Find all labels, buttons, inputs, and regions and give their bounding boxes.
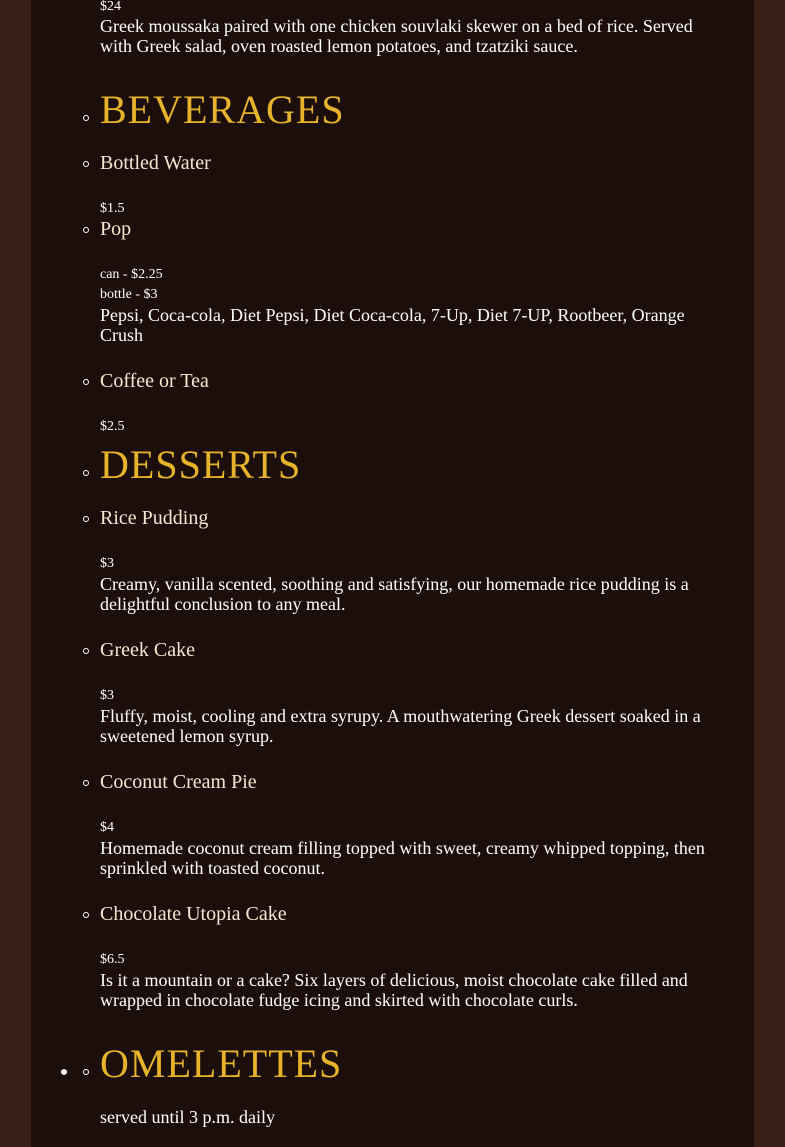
- menu-item-name: Chocolate Utopia Cake: [100, 903, 287, 925]
- category-note: served until 3 p.m. daily: [100, 1107, 275, 1127]
- list-bullet: [83, 648, 89, 654]
- list-bullet: [83, 115, 89, 121]
- menu-item-price: $6.5: [100, 952, 125, 967]
- menu-item-name: Pop: [100, 218, 132, 240]
- list-bullet: [83, 470, 89, 476]
- list-bullet: [83, 1069, 89, 1075]
- category-heading-omelettes: OMELETTES: [100, 1041, 343, 1086]
- menu-item-price: $3: [100, 688, 114, 703]
- menu-item-name: Coffee or Tea: [100, 370, 209, 392]
- category-heading-desserts: DESSERTS: [100, 442, 302, 487]
- menu-item-description: Homemade coconut cream filling topped with sweet, creamy whipped topping, then sprinkled with toasted coconut.: [100, 838, 705, 878]
- menu-item-price-can: can - $2.25: [100, 267, 163, 282]
- menu-item-price: $4: [100, 820, 114, 835]
- menu-item-description: Creamy, vanilla scented, soothing and satisfying, our homemade rice pudding is a delightful conclusion to any meal.: [100, 574, 689, 614]
- list-bullet: [83, 227, 89, 233]
- menu-item-name: Greek Cake: [100, 639, 195, 661]
- menu-item-price: $3: [100, 556, 114, 571]
- list-bullet-disc: [61, 1069, 67, 1075]
- list-bullet: [83, 912, 89, 918]
- menu-item-name: Rice Pudding: [100, 507, 209, 529]
- list-bullet: [83, 379, 89, 385]
- menu-item-description: Is it a mountain or a cake? Six layers of delicious, moist chocolate cake filled and wrapped in chocolate fudge icing and skirted with chocolate curls.: [100, 970, 688, 1010]
- prev-item-description: Greek moussaka paired with one chicken souvlaki skewer on a bed of rice. Served with Greek salad, oven roasted lemon potatoes, and tzatziki sauce.: [100, 16, 693, 56]
- menu-item-price: $1.5: [100, 201, 125, 216]
- list-bullet: [83, 780, 89, 786]
- menu-item-description: Fluffy, moist, cooling and extra syrupy. A mouthwatering Greek dessert soaked in a sweetened lemon syrup.: [100, 706, 701, 746]
- menu-item-name: Coconut Cream Pie: [100, 771, 257, 793]
- prev-item-price: $24: [100, 0, 121, 14]
- menu-item-description: Pepsi, Coca-cola, Diet Pepsi, Diet Coca-cola, 7-Up, Diet 7-UP, Rootbeer, Orange Crush: [100, 305, 685, 345]
- list-bullet: [83, 161, 89, 167]
- menu-item-price: $2.5: [100, 419, 125, 434]
- menu-item-name: Bottled Water: [100, 152, 211, 174]
- menu-item-price-bottle: bottle - $3: [100, 287, 158, 302]
- category-heading-beverages: BEVERAGES: [100, 87, 345, 132]
- list-bullet: [83, 516, 89, 522]
